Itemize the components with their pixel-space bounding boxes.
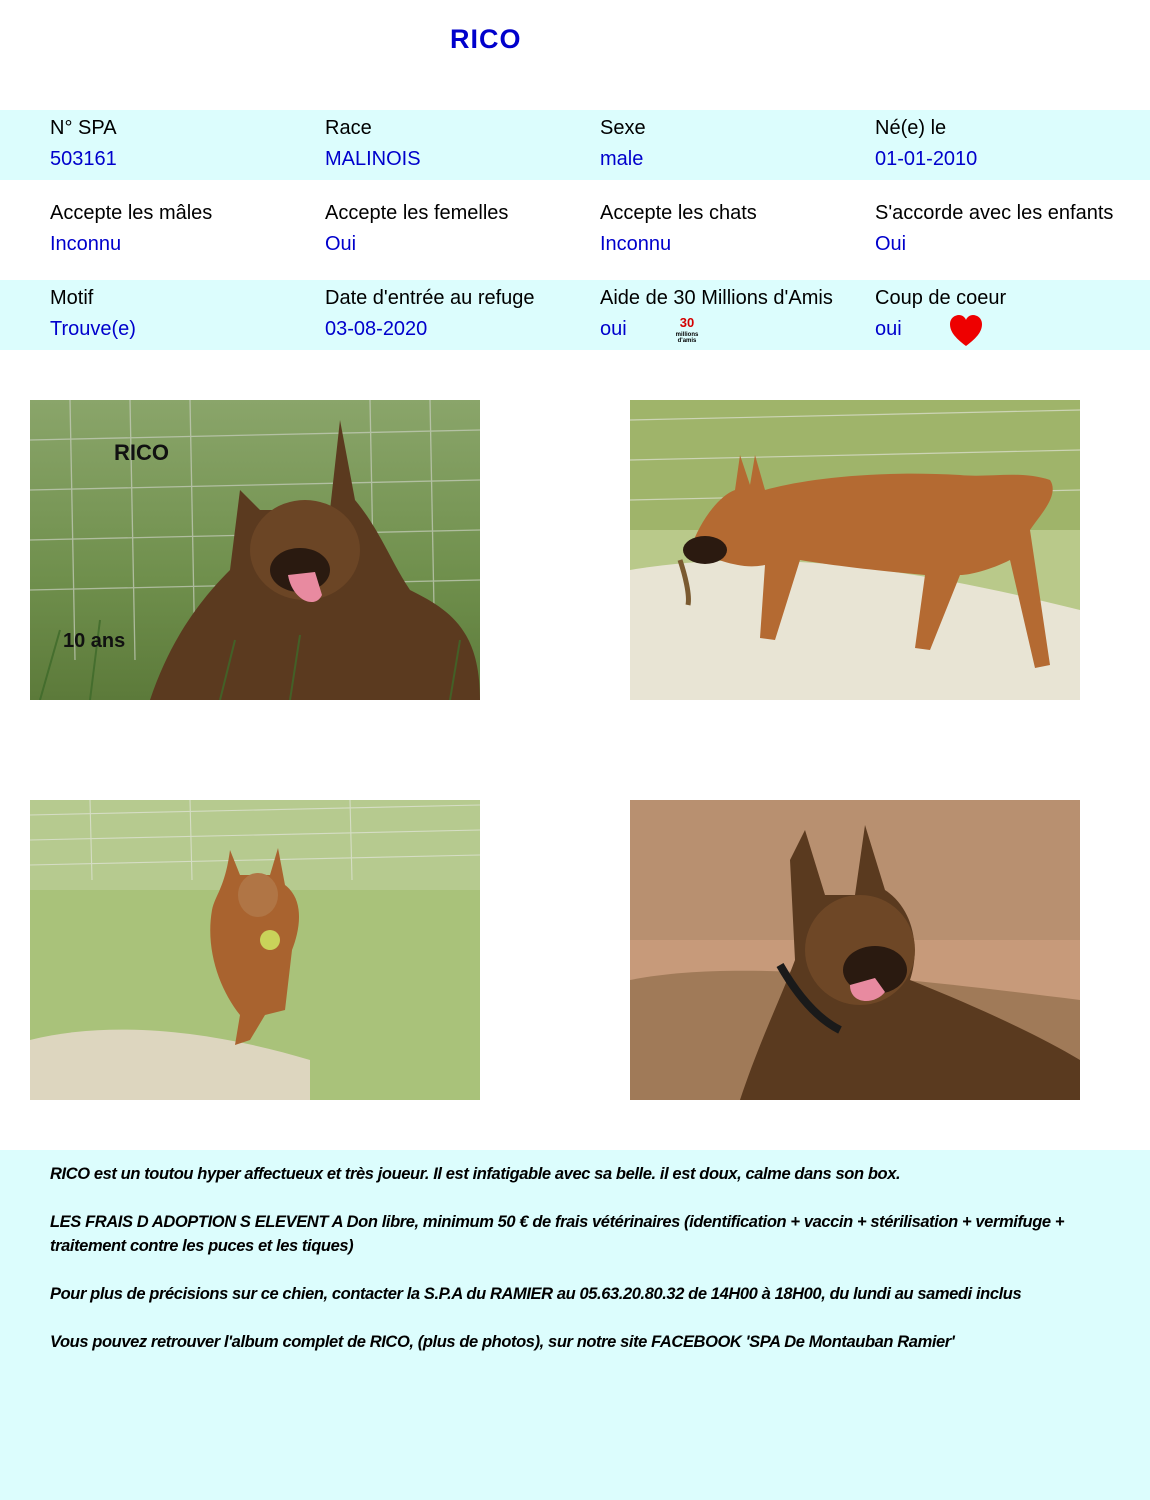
field-spa-number <box>50 117 117 171</box>
field-label: Coup de coeur <box>875 287 1007 309</box>
field-label: Motif <box>50 287 94 309</box>
field-value: Oui <box>325 233 357 255</box>
dog-photo-1 <box>30 400 480 700</box>
field-accepts-males <box>50 202 212 256</box>
field-label: N° SPA <box>50 117 117 139</box>
dog-photo-4 <box>630 800 1080 1100</box>
field-label: Race <box>325 117 372 139</box>
description-paragraph: Pour plus de précisions sur ce chien, contacter la S.P.A du RAMIER au 05.63.20.80.32 de 14H00 à 18H00, du lundi au samedi inclus <box>50 1285 1022 1303</box>
description-paragraph: RICO est un toutou hyper affectueux et très joueur. Il est infatigable avec sa belle. il est doux, calme dans son box. <box>50 1165 901 1183</box>
field-value: MALINOIS <box>325 148 421 170</box>
field-label: Né(e) le <box>875 117 947 139</box>
field-value: Inconnu <box>600 233 672 255</box>
field-birth-date <box>875 117 977 171</box>
field-good-with-children <box>875 202 1113 256</box>
30-millions-logo-icon <box>675 314 699 344</box>
photo-name-overlay: RICO <box>114 440 169 465</box>
logo-number: 30 <box>679 315 695 330</box>
field-value: 01-01-2010 <box>875 148 978 170</box>
field-value: oui <box>875 318 902 340</box>
heart-icon <box>948 313 984 349</box>
field-label: Aide de 30 Millions d'Amis <box>600 287 833 309</box>
field-value: male <box>600 148 644 170</box>
field-value: Trouve(e) <box>50 318 136 340</box>
field-label: Date d'entrée au refuge <box>325 287 535 309</box>
dog-photo-3 <box>30 800 480 1100</box>
field-label: S'accorde avec les enfants <box>875 202 1114 224</box>
field-value: 503161 <box>50 148 117 170</box>
field-30-millions-help <box>600 287 833 341</box>
description-paragraph: LES FRAIS D ADOPTION S ELEVENT A Don libre, minimum 50 € de frais vétérinaires (identification + vaccin + stérilisation + vermifuge + traitement contre les puces et les tiques) <box>50 1213 1065 1255</box>
field-accepts-females <box>325 202 508 256</box>
field-label: Accepte les chats <box>600 202 757 224</box>
field-value: 03-08-2020 <box>325 318 428 340</box>
field-reason <box>50 287 136 341</box>
description-paragraph: Vous pouvez retrouver l'album complet de RICO, (plus de photos), sur notre site FACEBOOK 'SPA De Montauban Ramier' <box>50 1333 955 1351</box>
field-entry-date <box>325 287 535 341</box>
field-breed <box>325 117 421 171</box>
field-label: Sexe <box>600 117 646 139</box>
field-value: Oui <box>875 233 907 255</box>
info-row-identity <box>0 110 1150 180</box>
page-title: RICO <box>450 24 522 54</box>
photo-age-overlay: 10 ans <box>63 630 126 652</box>
field-label: Accepte les mâles <box>50 202 213 224</box>
field-favorite <box>875 287 1006 341</box>
field-sex <box>600 117 646 171</box>
field-accepts-cats <box>600 202 757 256</box>
description-panel <box>0 1150 1150 1500</box>
field-value: oui <box>600 318 627 340</box>
logo-caption: millions d'amis <box>675 332 699 344</box>
dog-photo-2 <box>630 400 1080 700</box>
field-label: Accepte les femelles <box>325 202 509 224</box>
field-value: Inconnu <box>50 233 122 255</box>
